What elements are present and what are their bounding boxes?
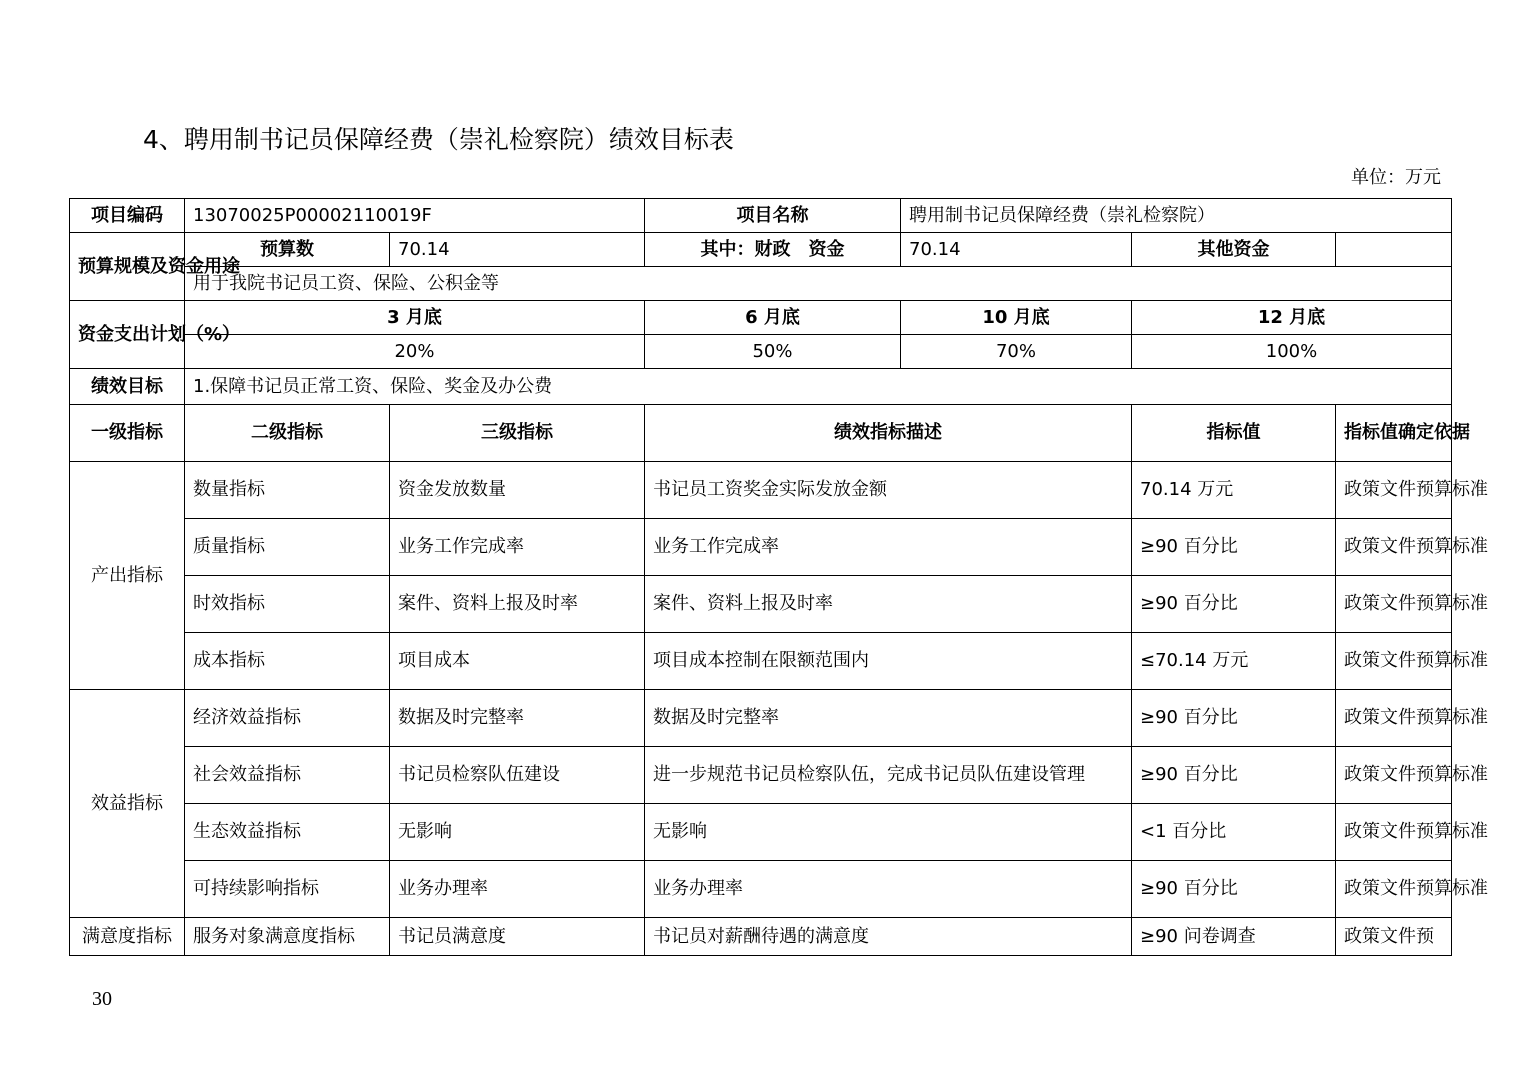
plan-value: 100% bbox=[1132, 335, 1452, 369]
indicator-description: 无影响 bbox=[645, 804, 1132, 861]
indicator-basis-text: 政策文件预算标准 bbox=[1344, 878, 1488, 899]
project-name-label: 项目名称 bbox=[645, 199, 901, 233]
level1-indicator: 满意度指标 bbox=[70, 918, 185, 956]
fiscal-fund-value: 70.14 bbox=[901, 233, 1132, 267]
other-fund-value bbox=[1336, 233, 1452, 267]
column-header: 指标值确定依据 bbox=[1336, 405, 1452, 462]
level3-indicator: 业务工作完成率 bbox=[390, 519, 645, 576]
plan-period: 6 月底 bbox=[645, 301, 901, 335]
indicator-basis-text: 政策文件预算标准 bbox=[1344, 650, 1488, 671]
indicator-basis-text: 政策文件预算标准 bbox=[1344, 764, 1488, 785]
indicator-basis bbox=[1336, 804, 1488, 861]
level3-indicator: 资金发放数量 bbox=[390, 462, 645, 519]
indicator-description: 业务工作完成率 bbox=[645, 519, 1132, 576]
level2-indicator: 质量指标 bbox=[185, 519, 390, 576]
indicator-basis bbox=[1336, 918, 1452, 956]
fund-usage-value: 用于我院书记员工资、保险、公积金等 bbox=[185, 267, 1452, 301]
indicator-description: 书记员工资奖金实际发放金额 bbox=[645, 462, 1132, 519]
indicator-basis bbox=[1336, 576, 1488, 633]
fiscal-fund-label: 其中：财政 资金 bbox=[645, 233, 901, 267]
plan-value: 20% bbox=[185, 335, 645, 369]
indicator-description: 案件、资料上报及时率 bbox=[645, 576, 1132, 633]
plan-period: 12 月底 bbox=[1132, 301, 1452, 335]
table-row bbox=[70, 861, 1452, 918]
column-header: 绩效指标描述 bbox=[645, 405, 1132, 462]
table-row bbox=[70, 633, 1452, 690]
goal-text: 1.保障书记员正常工资、保险、奖金及办公费 bbox=[185, 369, 1452, 405]
level1-indicator: 产出指标 bbox=[70, 462, 185, 690]
plan-value: 50% bbox=[645, 335, 901, 369]
indicator-value: ≥90 问卷调查 bbox=[1132, 918, 1336, 956]
level3-indicator: 数据及时完整率 bbox=[390, 690, 645, 747]
table-row bbox=[70, 747, 1452, 804]
indicator-basis-text: 政策文件预算标准 bbox=[1344, 536, 1488, 557]
unit-label: 单位：万元 bbox=[1351, 167, 1441, 188]
indicator-basis-text: 政策文件预算标准 bbox=[1344, 821, 1488, 842]
indicator-basis bbox=[1336, 690, 1488, 747]
indicator-basis bbox=[1336, 519, 1488, 576]
page-title: 4、聘用制书记员保障经费（崇礼检察院）绩效目标表 bbox=[143, 125, 734, 154]
level2-indicator: 可持续影响指标 bbox=[185, 861, 390, 918]
plan-periods-row bbox=[70, 301, 1452, 335]
plan-values-row bbox=[70, 335, 1452, 369]
usage-row bbox=[70, 267, 1452, 301]
project-code-value: 13070025P00002110019F bbox=[185, 199, 645, 233]
table-row bbox=[70, 576, 1452, 633]
indicator-basis-text: 政策文件预算标准 bbox=[1344, 479, 1488, 500]
level2-indicator: 成本指标 bbox=[185, 633, 390, 690]
column-header: 二级指标 bbox=[185, 405, 390, 462]
level2-indicator: 社会效益指标 bbox=[185, 747, 390, 804]
indicator-description: 进一步规范书记员检察队伍，完成书记员队伍建设管理 bbox=[645, 747, 1132, 804]
indicator-basis bbox=[1336, 747, 1488, 804]
goal-label: 绩效目标 bbox=[70, 369, 185, 405]
table-row bbox=[70, 690, 1452, 747]
table-body bbox=[70, 199, 1488, 956]
performance-target-table bbox=[69, 198, 1488, 956]
level3-indicator: 无影响 bbox=[390, 804, 645, 861]
indicator-value: ≥90 百分比 bbox=[1132, 576, 1336, 633]
plan-period: 3 月底 bbox=[185, 301, 645, 335]
level3-indicator: 案件、资料上报及时率 bbox=[390, 576, 645, 633]
level3-indicator: 书记员检察队伍建设 bbox=[390, 747, 645, 804]
indicator-basis-text: 政策文件预算标准 bbox=[1344, 593, 1488, 614]
indicator-header-row bbox=[70, 405, 1452, 462]
level1-indicator: 效益指标 bbox=[70, 690, 185, 918]
budget-amount-value: 70.14 bbox=[390, 233, 645, 267]
project-row bbox=[70, 199, 1452, 233]
level2-indicator: 生态效益指标 bbox=[185, 804, 390, 861]
budget-row bbox=[70, 233, 1452, 267]
spending-plan-label: 资金支出计划（%） bbox=[70, 301, 185, 369]
indicator-description: 业务办理率 bbox=[645, 861, 1132, 918]
indicator-value: ≥90 百分比 bbox=[1132, 519, 1336, 576]
indicator-basis bbox=[1336, 633, 1488, 690]
plan-value: 70% bbox=[901, 335, 1132, 369]
indicator-value: ≥90 百分比 bbox=[1132, 747, 1336, 804]
level2-indicator: 服务对象满意度指标 bbox=[185, 918, 390, 956]
column-header: 三级指标 bbox=[390, 405, 645, 462]
indicator-description: 书记员对薪酬待遇的满意度 bbox=[645, 918, 1132, 956]
table-row bbox=[70, 804, 1452, 861]
level3-indicator: 业务办理率 bbox=[390, 861, 645, 918]
indicator-basis bbox=[1336, 462, 1488, 519]
project-code-label: 项目编码 bbox=[70, 199, 185, 233]
indicator-description: 数据及时完整率 bbox=[645, 690, 1132, 747]
level3-indicator: 项目成本 bbox=[390, 633, 645, 690]
indicator-value: ≤70.14 万元 bbox=[1132, 633, 1336, 690]
plan-period: 10 月底 bbox=[901, 301, 1132, 335]
level2-indicator: 时效指标 bbox=[185, 576, 390, 633]
level3-indicator: 书记员满意度 bbox=[390, 918, 645, 956]
indicator-basis bbox=[1336, 861, 1488, 918]
goal-row bbox=[70, 369, 1452, 405]
column-header: 指标值 bbox=[1132, 405, 1336, 462]
indicator-value: ≥90 百分比 bbox=[1132, 690, 1336, 747]
budget-label: 预算规模及资金用途 bbox=[70, 233, 185, 301]
other-fund-label: 其他资金 bbox=[1132, 233, 1336, 267]
indicator-basis-text: 政策文件预算标准 bbox=[1344, 707, 1488, 728]
indicator-value: <1 百分比 bbox=[1132, 804, 1336, 861]
indicator-value: 70.14 万元 bbox=[1132, 462, 1336, 519]
indicator-value: ≥90 百分比 bbox=[1132, 861, 1336, 918]
budget-amount-label: 预算数 bbox=[185, 233, 390, 267]
level2-indicator: 经济效益指标 bbox=[185, 690, 390, 747]
level2-indicator: 数量指标 bbox=[185, 462, 390, 519]
column-header: 一级指标 bbox=[70, 405, 185, 462]
indicator-description: 项目成本控制在限额范围内 bbox=[645, 633, 1132, 690]
table-row bbox=[70, 462, 1452, 519]
table-row bbox=[70, 918, 1452, 956]
table-row bbox=[70, 519, 1452, 576]
project-name-value: 聘用制书记员保障经费（崇礼检察院） bbox=[901, 199, 1452, 233]
page-number: 30 bbox=[92, 988, 112, 1010]
indicator-basis-text: 政策文件预 bbox=[1344, 925, 1434, 947]
